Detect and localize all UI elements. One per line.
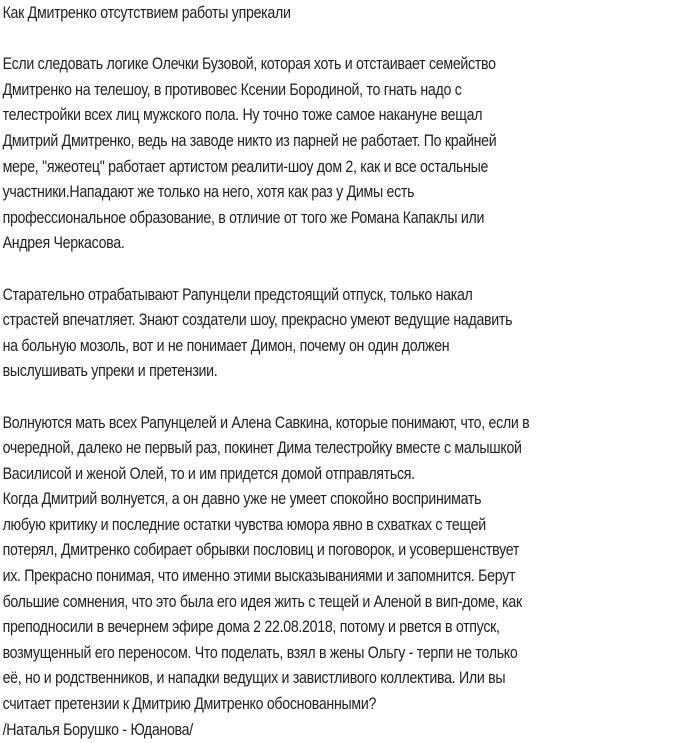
paragraph-1 (3, 52, 699, 257)
text-line: Дмитренко на телешоу, в противовес Ксении Бородиной, то гнать надо с (2, 80, 462, 99)
text-line: их. Прекрасно понимая, что именно этими высказываниями и запомнится. Берут (2, 567, 516, 586)
spacer (3, 257, 699, 283)
text-line: Старательно отрабатывают Рапунцели предстоящий отпуск, только накал (2, 285, 473, 304)
author-signature: /Наталья Борушко - Юданова/ (2, 720, 193, 739)
text-line: возмущенный его переносом. Что поделать, взял в жены Ольгу - терпи не только (2, 643, 518, 662)
text-line: телестройки всех лиц мужского пола. Ну точно тоже самое накануне вещал (2, 106, 483, 125)
text-line: преподносили в вечернем эфире дома 2 22.08.2018, потому и рвется в отпуск, (2, 618, 500, 637)
text-line: профессиональное образование, в отличие от того же Романа Капаклы или (2, 208, 485, 227)
text-line: на больную мозоль, вот и не понимает Димон, почему он один должен (2, 336, 450, 355)
text-line: Андрея Черкасова. (2, 234, 125, 253)
spacer (3, 385, 699, 411)
text-line: считает претензии к Дмитрию Дмитренко обоснованными? (2, 695, 377, 714)
paragraph-2 (3, 283, 699, 385)
spacer (3, 27, 699, 53)
text-line: мере, "яжеотец" работает артистом реалити-шоу дом 2, как и все остальные (2, 157, 489, 176)
paragraph-3 (3, 411, 699, 718)
article-title: Как Дмитренко отсутствием работы упрекали (2, 4, 291, 22)
text-line: Волнуются мать всех Рапунцелей и Алена Савкина, которые понимают, что, если в (2, 413, 530, 432)
text-line: Когда Дмитрий волнуется, а он давно уже не умеет спокойно воспринимать (2, 490, 482, 509)
text-line: Если следовать логике Олечки Бузовой, которая хоть и отстаивает семейство (2, 55, 496, 74)
text-line: любую критику и последние остатки чувства юмора явно в схватках с тещей (2, 515, 486, 534)
text-line: потерял, Дмитренко собирает обрывки пословиц и поговорок, и усовершенствует (2, 541, 520, 560)
text-line: очередной, далеко не первый раз, покинет Дима телестройку вместе с малышкой (2, 439, 522, 458)
text-line: Дмитрий Дмитренко, ведь на заводе никто из парней не работает. По крайней (2, 131, 497, 150)
text-line: большие сомнения, что это была его идея жить с тещей и Аленой в вип-доме, как (2, 592, 522, 611)
text-line: страстей впечатляет. Знают создатели шоу, прекрасно умеют ведущие надавить (2, 311, 513, 330)
text-line: участники.Нападают же только на него, хотя как раз у Димы есть (2, 183, 415, 202)
text-line: выслушивать упреки и претензии. (2, 362, 218, 381)
text-line: её, но и родственников, и нападки ведущих и завистливого коллектива. Или вы (2, 669, 506, 688)
text-line: Василисой и женой Олей, то и им придется домой отправляться. (2, 464, 415, 483)
